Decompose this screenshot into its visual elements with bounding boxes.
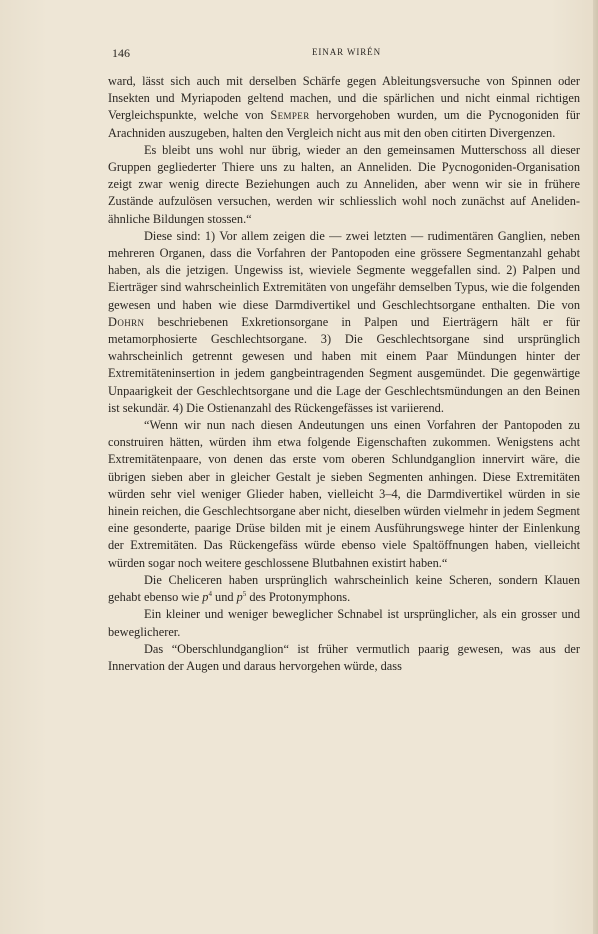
text-run: des Protonymphons.: [246, 590, 351, 605]
running-head: EINAR WIRÉN: [312, 47, 381, 57]
text-run: 4: [208, 590, 212, 599]
paragraph-1: [108, 73, 580, 142]
text-run: Das “Oberschlundganglion“ ist früher vermutlich paarig gewesen, was aus der Innervation der Augen und daraus hervorgehen würde, dass: [108, 641, 580, 673]
text-run: p: [236, 590, 243, 605]
paragraph-3: [108, 228, 580, 417]
page-edge: [593, 0, 598, 934]
text-run: Es bleibt uns wohl nur übrig, wieder an den gemeinsamen Mutterschoss all dieser Gruppen gegliederter Thiere uns zu halten, an Anneliden. Die Pycnogoniden-Organisation zeigt zwar wenig directe Beziehungen auch zu Anneliden, aber wenn wir sie in frühere Zustände aufzulösen versuchen, werden wir schliesslich wohl noch zunächst auf Aneliden-ähnliche Bildungen stossen.“: [108, 142, 580, 226]
body-text: [108, 73, 580, 675]
text-run: Semper: [270, 108, 310, 123]
text-run: ward, lässt sich auch mit derselben Schärfe gegen Ableitungsversuche von Spinnen oder Insekten und Myriapoden geltend machen, und die spärlichen und nicht einmal richtigen Vergleichspunkte, welche von: [108, 74, 580, 123]
text-run: 5: [242, 590, 247, 599]
paragraph-4: [108, 417, 580, 572]
page-number: 146: [112, 46, 130, 60]
text-run: Ein kleiner und weniger beweglicher Schnabel ist ursprünglicher, als ein grosser und beweglicherer.: [108, 607, 580, 639]
text-run: hervorgehoben wurden, um die Pycnogoniden für Arachniden auszugeben, halten den Vergleich nicht aus mit den oben citirten Divergenzen.: [108, 108, 580, 140]
paragraph-5: [108, 572, 580, 606]
text-run: p: [202, 590, 209, 605]
text-run: Dohrn: [108, 314, 145, 329]
text-run: “Wenn wir nun nach diesen Andeutungen uns einen Vorfahren der Pantopoden zu construiren hätten, würden ihm etwa folgende Eigenschaften zukommen. Wenigstens acht Extremitätenpaare, von denen das erste vom oberen Schlundganglion innervirt wäre, die übrigen sieben aber in gleicher Gestalt je sieben Segmenten anhingen. Diese Extremitäten würden sehr viel weniger Glieder haben, vielleicht 3–4, die Darmdivertikel würden in sie hinein reichen, die Geschlechtsorgane aber nicht, dieselben würden vielmehr in jedem Segment eine gesonderte, paarige Drüse bilden mit je einem Ausführungswege hinter der Einlenkung der Extremitäten. Das Rückengefäss würde ebenso viele Spaltöffnungen haben, vielleicht würden sogar noch weitere geschlossene Blutbahnen existirt haben.“: [108, 418, 580, 570]
text-run: beschriebenen Exkretionsorgane in Palpen und Eierträgern hält er für metamorphosierte Geschlechtsorgane. 3) Die Geschlechtsorgane sind ursprünglich wahrscheinlich getrennt gewesen und haben mit einem Paar Mündungen hinter der Extremitäteninsertion in jedem gangbeintragenden Segment ausgemündet. Die gegenwärtige Unpaarigkeit der Geschlechtsorgane und die Lage der Geschlechtsmündungen an den Beinen ist sekundär. 4) Die Ostienanzahl des Rückengefässes ist variierend.: [108, 314, 580, 415]
text-run: Die Cheliceren haben ursprünglich wahrscheinlich keine Scheren, sondern Klauen gehabt ebenso wie: [108, 572, 580, 605]
text-run: Diese sind: 1) Vor allem zeigen die — zwei letzten — rudimentären Ganglien, neben mehreren Organen, dass die Vorfahren der Pantopoden eine grössere Segmentanzahl gehabt haben, als die jetzigen. Ungewiss ist, wieviele Segmente weggefallen sind. 2) Palpen und Eierträger sind wahrscheinlich Extremitäten von ungefähr demselben Typus, wie die folgenden gewesen und haben wie diese Darmdivertikel und Geschlechtsorgane enthalten. Die von: [108, 228, 580, 312]
paragraph-2: [108, 142, 580, 228]
page-header: [112, 46, 580, 62]
paragraph-6: [108, 606, 580, 640]
paragraph-7: [108, 641, 580, 675]
text-run: und: [211, 590, 237, 605]
